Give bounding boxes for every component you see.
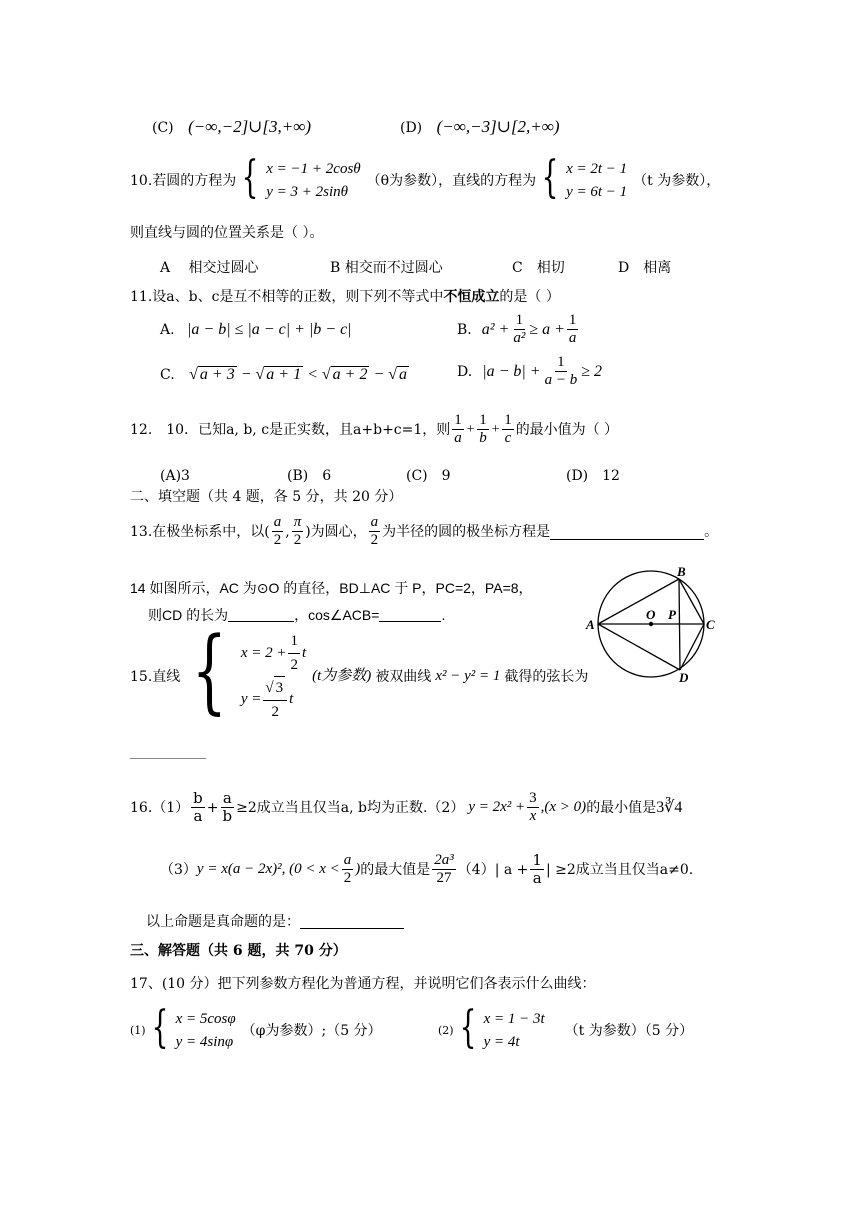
- q10-option-b: B 相交而不过圆心: [330, 260, 443, 276]
- q11-stem-text: 11.设a、b、c是互不相等的正数，则下列不等式中: [130, 289, 444, 305]
- q11-d-post: ≥ 2: [581, 362, 602, 380]
- q17-p1-y: y = 4sinφ: [175, 1033, 234, 1050]
- q13-prefix: 13.在极坐标系中，以(: [130, 523, 270, 540]
- q17-p2-note: （t 为参数）（5 分）: [564, 1022, 694, 1039]
- q12-f2d: b: [479, 430, 487, 447]
- q16-label: 16.（1）: [130, 799, 190, 816]
- label-a: A: [586, 617, 595, 632]
- q16-p3-close: ): [355, 861, 361, 878]
- q17-p2-label: (2): [438, 1024, 454, 1037]
- q10-prefix: 10.若圆的方程为: [130, 172, 237, 189]
- q11-option-c: C. √ a + 3 − √ a + 1 < √ a + 2 − √ a: [160, 366, 408, 383]
- q15-system: { x = 2 + $\frac{1}{2}$ t y = $\frac{√ 3}{2}$ t: [191, 617, 307, 724]
- q16-p1-n2: a: [222, 789, 232, 807]
- q16-p3-vnum: 2a³: [432, 852, 456, 870]
- q13-f2d: 2: [293, 532, 302, 549]
- section-2-heading: 二、填空题（共 4 题，各 5 分，共 20 分）: [130, 489, 403, 505]
- label-b: B: [677, 564, 686, 579]
- circle-figure: [582, 564, 722, 684]
- q14-line2c: .: [441, 607, 446, 623]
- q11-b-mid: ≥ a +: [529, 320, 565, 338]
- q11-option-b: [457, 312, 580, 348]
- q14-cos-blank[interactable]: [379, 607, 441, 622]
- q16-p1-n1: b: [193, 789, 203, 807]
- q15-suffix: 截得的弦长为: [504, 668, 589, 685]
- q15-x-post: t: [301, 644, 307, 661]
- q12-f1d: a: [454, 430, 462, 447]
- q16-p3-den: 2: [343, 870, 352, 887]
- q15-y-post: t: [289, 691, 294, 708]
- q15-curve: x² − y² = 1: [435, 668, 501, 684]
- q10-param2: （t 为参数），: [633, 172, 721, 189]
- q16-answer-blank[interactable]: [300, 914, 404, 929]
- q10-option-d: D 相离: [618, 260, 672, 276]
- q13-suffix: 为半径的圆的极坐标方程是: [382, 523, 551, 540]
- q11-c-s3: a + 2: [332, 366, 368, 383]
- q10-circle-y: y = 3 + 2sinθ: [266, 183, 349, 200]
- q9-c-expr: (−∞,−2]∪[3,+∞): [188, 117, 312, 136]
- q17-p1-label: (1): [130, 1024, 146, 1037]
- q14-line1: 14 如图所示，AC 为⊙O 的直径，BD⊥AC 于 P，PC=2，PA=8，: [130, 580, 533, 596]
- q16-p4-label: （4）| a +: [457, 861, 529, 878]
- q16-p3-vden: 27: [436, 870, 452, 887]
- q15-prefix: 15.直线: [130, 668, 181, 685]
- q16-p4-den: a: [532, 869, 542, 888]
- q14-cd-blank[interactable]: [228, 607, 294, 622]
- q14-line2b: ，cos∠ACB=: [294, 607, 380, 623]
- q11-a-label: A.: [160, 322, 175, 338]
- q11-b-num2: 1: [567, 312, 579, 330]
- q16-p2-expr: y = 2x² +: [468, 799, 526, 816]
- q16-p2-val: 3∛4: [656, 798, 683, 816]
- q13-stem: 13.在极坐标系中，以( $\frac{a}{2}$ , $\frac{\pi}{2}$ )为圆心， $\frac{a}{2}$ 为半径的圆的极坐标方程是 。: [130, 514, 719, 549]
- q13-end: 。: [704, 523, 719, 540]
- q9-d-label: (D): [400, 120, 423, 136]
- q17-part2: (2) { x = 1 − 3t y = 4t （t 为参数）（5 分）: [438, 1002, 694, 1053]
- q11-c-s4: a: [399, 366, 408, 383]
- q17-p2-x: x = 1 − 3t: [483, 1011, 545, 1027]
- q16-p3-text: 的最大值是: [360, 861, 431, 878]
- q12-prefix: 12. 10．已知a, b, c是正实数，且a+b+c=1，则: [130, 421, 451, 438]
- q12-f3n: 1: [502, 412, 514, 430]
- q16-p4-text: | ≥2成立当且仅当a≠0.: [545, 861, 694, 878]
- q16-p2-den: x: [529, 808, 537, 825]
- q10-circle-x: x = −1 + 2cosθ: [266, 161, 361, 177]
- q15-x-pre: x = 2 +: [240, 644, 287, 661]
- q9-option-d: [400, 118, 560, 135]
- q13-f3n: a: [369, 514, 381, 532]
- q11-stem-bold: 不恒成立: [443, 289, 500, 305]
- q16-line2: [160, 852, 693, 888]
- q10-option-c: C 相切: [512, 260, 565, 276]
- segment-ab: [598, 579, 679, 624]
- q16-p3-num: a: [342, 852, 354, 870]
- separator-rule: [130, 758, 206, 759]
- q10-line-y: y = 6t − 1: [566, 183, 628, 200]
- label-o: O: [646, 607, 656, 622]
- q15-param: (t为参数): [312, 668, 372, 684]
- q9-c-label: (C): [152, 120, 174, 136]
- q10-param1: （θ为参数），直线的方程为: [366, 172, 537, 189]
- q17-p2-y: y = 4t: [483, 1033, 520, 1050]
- q16-line1: 16.（1） $\frac{b}{a}$ + $\frac{a}{b}$ ≥2成立当且仅当a, b均为正数.（2） y = 2x² + $\frac{3}{x}$ ,(x > 0) 的最小值是 3∛4: [130, 789, 683, 826]
- q13-f2n: π: [292, 514, 304, 532]
- q10-circle-system: { x = −1 + 2cosθ y = 3 + 2sinθ: [241, 152, 361, 203]
- q11-b-den2: a: [568, 330, 577, 347]
- q15-x-num: 1: [288, 630, 300, 654]
- q12-stem: 12. 10．已知a, b, c是正实数，且a+b+c=1，则 $\frac{1}{a}$ + $\frac{1}{b}$ + $\frac{1}{c}$ 的最小值为（ ）: [130, 412, 619, 447]
- q11-a-expr: |a − b| ≤ |a − c| + |b − c|: [187, 321, 352, 338]
- q12-f3d: c: [504, 430, 512, 447]
- q15-y-den: 2: [271, 703, 279, 720]
- q12-option-d: (D) 12: [566, 468, 620, 484]
- q9-d-expr: (−∞,−3]∪[2,+∞): [436, 117, 560, 136]
- label-c: C: [706, 617, 715, 632]
- q11-b-pre: a² +: [481, 320, 510, 338]
- q17-part1: (1) { x = 5cosφ y = 4sinφ （φ为参数）;（5 分）: [130, 1002, 382, 1053]
- q11-d-den: a − b: [544, 372, 578, 389]
- q15-x-den: 2: [290, 656, 298, 673]
- q10-line-x: x = 2t − 1: [566, 161, 628, 177]
- q12-f2n: 1: [477, 412, 489, 430]
- q16-ask: [146, 914, 404, 929]
- q11-b-num: 1: [514, 312, 526, 330]
- q11-c-s1: a + 3: [199, 366, 235, 383]
- q16-ask-text: 以上命题是真命题的是：: [146, 914, 300, 930]
- label-p: P: [668, 607, 676, 622]
- q10-line2: 则直线与圆的位置关系是（ ）。: [130, 225, 324, 241]
- q12-option-b: (B) 6: [287, 468, 332, 484]
- q13-f3d: 2: [370, 532, 379, 549]
- q11-stem: [130, 290, 560, 304]
- q15-y-pre: y =: [240, 691, 262, 708]
- q17-p1-x: x = 5cosφ: [175, 1011, 236, 1027]
- q11-b-label: B.: [457, 321, 472, 338]
- q12-option-c: (C) 9: [406, 468, 451, 484]
- q11-d-num: 1: [555, 354, 567, 372]
- q13-answer-blank[interactable]: [550, 523, 704, 540]
- q16-p4-num: 1: [532, 851, 542, 869]
- q11-c-label: C.: [160, 367, 175, 383]
- q12-option-a: (A)3: [160, 468, 190, 484]
- q17-p1-note: （φ为参数）;（5 分）: [241, 1022, 382, 1039]
- q16-p2-text: 的最小值是: [586, 799, 657, 816]
- q16-p3-expr: y = x(a − 2x)², (0 < x <: [196, 861, 340, 878]
- section-3-heading: 三、解答题（共 6 题，共 70 分）: [130, 943, 347, 959]
- segment-cd: [680, 624, 704, 670]
- q13-f1d: 2: [273, 532, 282, 549]
- segment-ad: [598, 624, 680, 670]
- q16-p3-label: （3）: [160, 861, 197, 878]
- center-dot: [649, 622, 653, 626]
- q12-suffix: 的最小值为（ ）: [515, 421, 619, 438]
- q10-stem: [130, 152, 721, 203]
- q14-line2a: 则CD 的长为: [148, 607, 229, 623]
- q10-option-a: A 相交过圆心: [160, 260, 259, 276]
- q15-y-num: 3: [274, 676, 286, 700]
- q13-f1n: a: [272, 514, 284, 532]
- q11-option-a: [160, 322, 352, 338]
- segment-bc: [679, 579, 704, 624]
- q10-line-system: { x = 2t − 1 y = 6t − 1: [541, 152, 628, 203]
- q12-f1n: 1: [452, 412, 464, 430]
- q11-stem-end: 的是（ ）: [499, 289, 560, 305]
- label-d: D: [679, 670, 689, 684]
- q16-p2-mid: ,(x > 0): [540, 799, 587, 816]
- chord-bd: [679, 579, 680, 670]
- q13-mid: )为圆心，: [305, 523, 367, 540]
- q11-option-d: [457, 354, 602, 390]
- q16-p1-text: ≥2成立当且仅当a, b均为正数.（2）: [236, 799, 465, 816]
- q11-b-den: a²: [513, 330, 526, 347]
- q11-c-s2: a + 1: [266, 366, 302, 383]
- q11-d-pre: |a − b| +: [482, 362, 541, 380]
- q11-d-label: D.: [457, 363, 473, 380]
- q17-stem: 17、(10 分）把下列参数方程化为普通方程，并说明它们各表示什么曲线：: [130, 976, 596, 992]
- q15-suffix-pre: 被双曲线: [375, 668, 432, 685]
- q9-option-c: [152, 118, 311, 135]
- q16-p1-d2: b: [222, 807, 233, 826]
- q16-p1-d1: a: [193, 807, 203, 826]
- q15-stem: [130, 617, 589, 724]
- q16-p2-num: 3: [527, 790, 539, 808]
